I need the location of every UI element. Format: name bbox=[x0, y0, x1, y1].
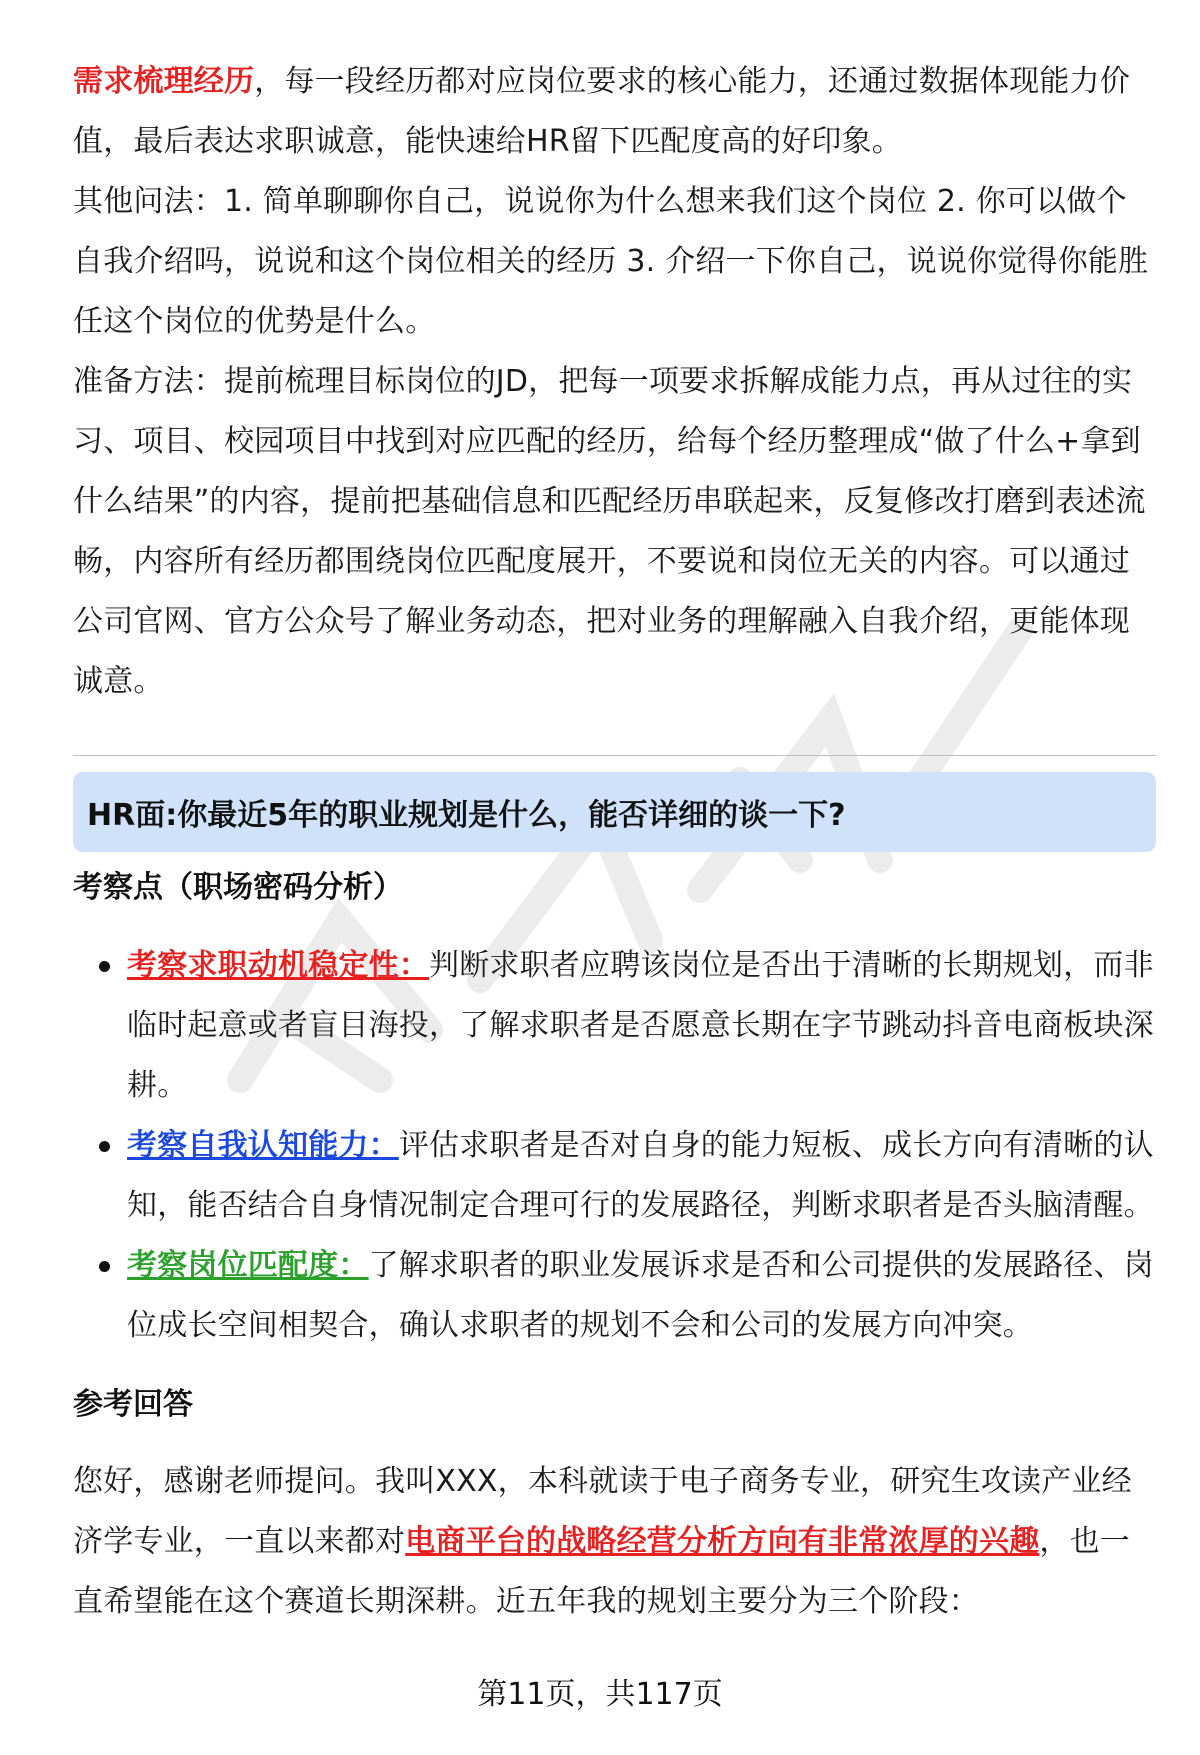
intro-paragraph-1-text: ，每一段经历都对应岗位要求的核心能力，还通过数据体现能力价值，最后表达求职诚意，能快速给HR留下匹配度高的好印象。 bbox=[73, 64, 1131, 159]
bullet-text: 判断求职者应聘该岗位是否出于清晰的长期规划，而非临时起意或者盲目海投，了解求职者是否愿意长期在字节跳动抖音电商板块深耕。 bbox=[127, 948, 1154, 1103]
bullet-dot bbox=[99, 1141, 110, 1152]
preparation-paragraph: 准备方法：提前梳理目标岗位的JD，把每一项要求拆解成能力点，再从过往的实习、项目、校园项目中找到对应匹配的经历，给每个经历整理成“做了什么+拿到什么结果”的内容，提前把基础信息和匹配经历串联起来，反复修改打磨到表述流畅，内容所有经历都围绕岗位匹配度展开，不要说和岗位无关的内容。可以通过公司官网、官方公众号了解业务动态，把对业务的理解融入自我介绍，更能体现诚意。 bbox=[73, 364, 1146, 699]
bullet-item bbox=[127, 936, 1157, 1116]
page-number-footer: 第11页，共117页 bbox=[477, 1677, 723, 1712]
answer-text-after: ，也一直希望能在这个赛道长期深耕。近五年我的规划主要分为三个阶段： bbox=[73, 1524, 1131, 1619]
answer-paragraph bbox=[73, 1452, 1158, 1632]
bullet-text: 评估求职者是否对自身的能力短板、成长方向有清晰的认知，能否结合自身情况制定合理可行的发展路径，判断求职者是否头脑清醒。 bbox=[127, 1128, 1154, 1223]
answer-highlight: 电商平台的战略经营分析方向有非常浓厚的兴趣 bbox=[405, 1524, 1040, 1559]
analysis-bullet-list bbox=[127, 936, 1157, 1356]
answer-section bbox=[73, 1452, 1158, 1632]
analysis-heading: 考察点（职场密码分析） bbox=[73, 870, 403, 905]
bullet-label: 考察自我认知能力： bbox=[127, 1128, 399, 1163]
intro-paragraph-1 bbox=[73, 52, 1155, 172]
answer-text-before: 您好，感谢老师提问。我叫XXX，本科就读于电子商务专业，研究生攻读产业经济学专业，一直以来都对 bbox=[73, 1464, 1132, 1559]
question-text: HR面:你最近5年的职业规划是什么，能否详细的谈一下? bbox=[87, 798, 846, 833]
answer-heading: 参考回答 bbox=[73, 1387, 193, 1422]
intro-section bbox=[73, 52, 1155, 712]
bullet-item bbox=[127, 1236, 1157, 1356]
bullet-item bbox=[127, 1116, 1157, 1236]
other-questions-paragraph: 其他问法：1. 简单聊聊你自己，说说你为什么想来我们这个岗位 2. 你可以做个自我介绍吗，说说和这个岗位相关的经历 3. 介绍一下你自己，说说你觉得你能胜任这个岗位的优势是什么。 bbox=[73, 184, 1149, 339]
bullet-label: 考察岗位匹配度： bbox=[127, 1248, 369, 1283]
section-divider bbox=[73, 755, 1156, 756]
bullet-dot bbox=[99, 961, 110, 972]
bullet-dot bbox=[99, 1261, 110, 1272]
question-banner bbox=[73, 772, 1156, 852]
bullet-label: 考察求职动机稳定性： bbox=[127, 948, 429, 983]
intro-highlight: 需求梳理经历 bbox=[73, 64, 255, 99]
bullet-text: 了解求职者的职业发展诉求是否和公司提供的发展路径、岗位成长空间相契合，确认求职者的规划不会和公司的发展方向冲突。 bbox=[127, 1248, 1154, 1343]
